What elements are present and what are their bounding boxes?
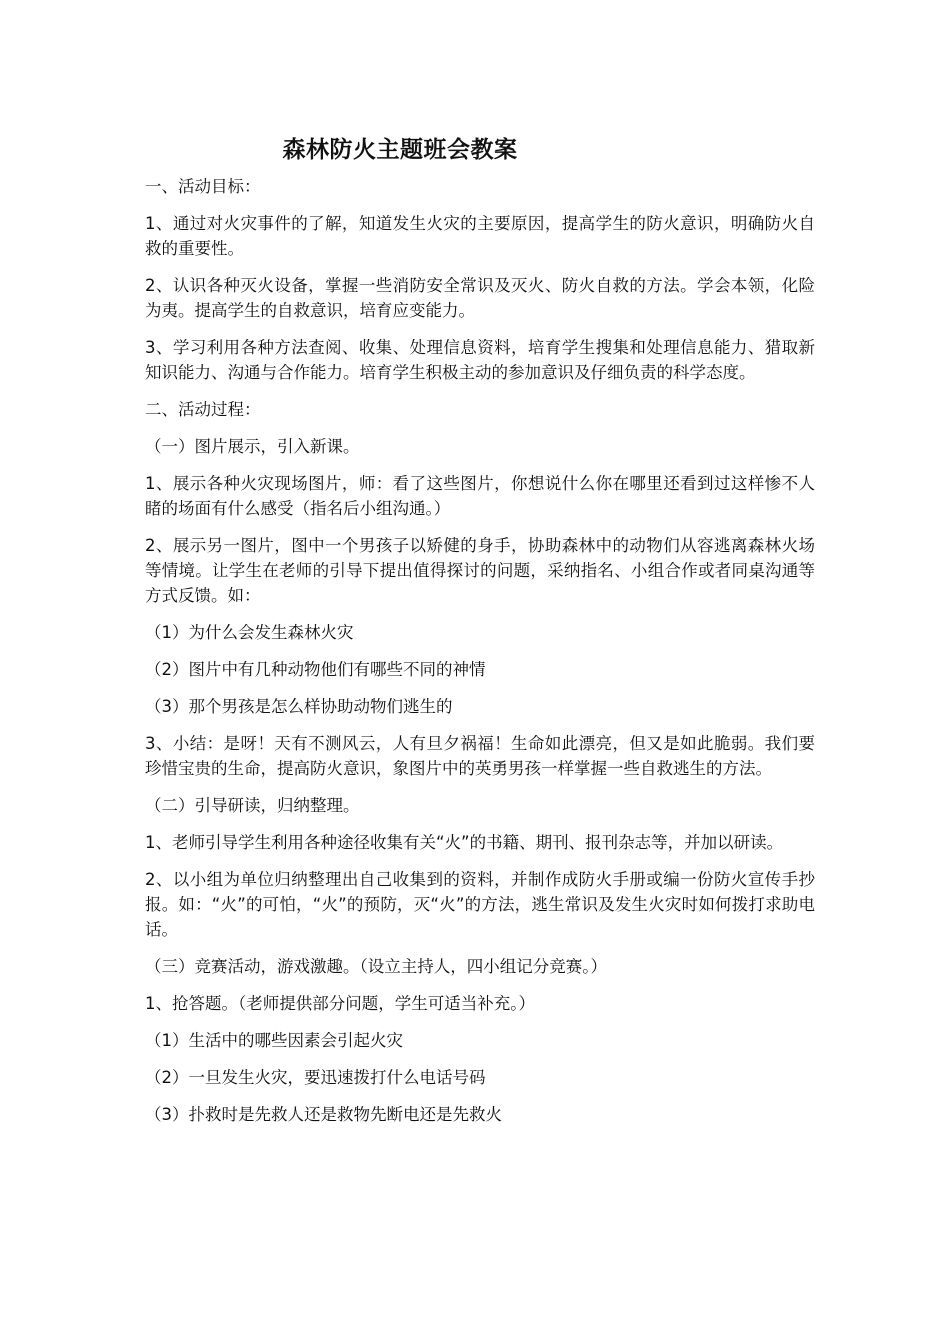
list-item: （3）扑救时是先救人还是救物先断电还是先救火 — [145, 1105, 502, 1124]
subsection-heading: （一）图片展示，引入新课。 — [145, 437, 360, 456]
paragraph: 3、小结：是呀！天有不测风云，人有旦夕祸福！生命如此漂亮，但又是如此脆弱。我们要珍惜宝贵的生命，提高防火意识，象图片中的英勇男孩一样掌握一些自救逃生的方法。 — [145, 734, 815, 778]
list-item: （1）为什么会发生森林火灾 — [145, 623, 354, 642]
paragraph: 2、展示另一图片，图中一个男孩子以矫健的身手，协助森林中的动物们从容逃离森林火场等情境。让学生在老师的引导下提出值得探讨的问题，采纳指名、小组合作或者同桌沟通等方式反馈。如： — [145, 536, 815, 605]
paragraph: 2、认识各种灭火设备，掌握一些消防安全常识及灭火、防火自救的方法。学会本领，化险为夷。提高学生的自救意识，培育应变能力。 — [145, 276, 815, 320]
section-heading: 一、活动目标： — [145, 177, 261, 196]
paragraph: 1、老师引导学生利用各种途径收集有关“火”的书籍、期刊、报刊杂志等，并加以研读。 — [145, 833, 784, 852]
list-item: （2）一旦发生火灾，要迅速拨打什么电话号码 — [145, 1068, 486, 1087]
subsection-heading: （三）竞赛活动，游戏激趣。（设立主持人，四小组记分竞赛。） — [145, 957, 607, 976]
paragraph: 2、以小组为单位归纳整理出自己收集到的资料，并制作成防火手册或编一份防火宣传手抄报。如：“火”的可怕，“火”的预防，灭“火”的方法，逃生常识及发生火灾时如何拨打求助电话。 — [145, 870, 815, 939]
paragraph: 1、通过对火灾事件的了解，知道发生火灾的主要原因，提高学生的防火意识，明确防火自救的重要性。 — [145, 214, 815, 258]
paragraph: 3、学习利用各种方法查阅、收集、处理信息资料，培育学生搜集和处理信息能力、猎取新知识能力、沟通与合作能力。培育学生积极主动的参加意识及仔细负责的科学态度。 — [145, 338, 815, 382]
list-item: （2）图片中有几种动物他们有哪些不同的神情 — [145, 660, 486, 679]
paragraph: 1、抢答题。（老师提供部分问题，学生可适当补充。） — [145, 994, 535, 1013]
subsection-heading: （二）引导研读，归纳整理。 — [145, 796, 360, 815]
document-body — [145, 174, 815, 1139]
paragraph: 1、展示各种火灾现场图片，师：看了这些图片，你想说什么你在哪里还看到过这样惨不人睹的场面有什么感受（指名后小组沟通。） — [145, 474, 815, 518]
list-item: （3）那个男孩是怎么样协助动物们逃生的 — [145, 697, 453, 716]
section-heading: 二、活动过程： — [145, 400, 261, 419]
document-title: 森林防火主题班会教案 — [282, 137, 518, 163]
list-item: （1）生活中的哪些因素会引起火灾 — [145, 1031, 403, 1050]
